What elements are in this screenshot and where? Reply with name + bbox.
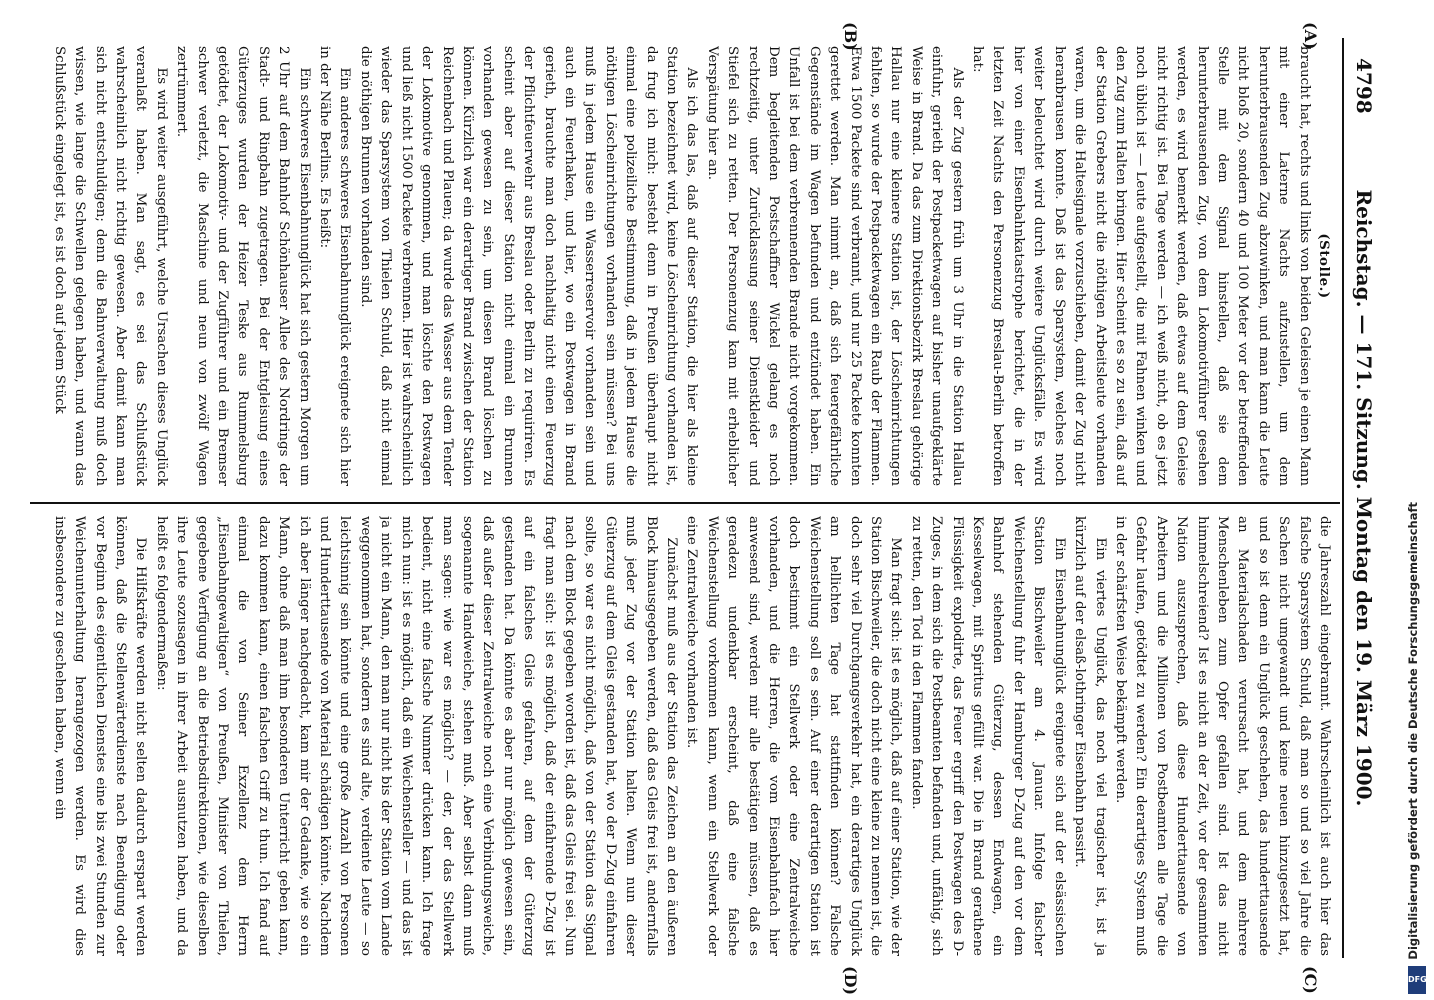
margin-marker-c: (C): [1301, 966, 1320, 994]
column-rule: [30, 502, 1340, 504]
page-header: [1346, 38, 1380, 958]
right-column: [30, 516, 1334, 956]
margin-marker-b: (B): [841, 22, 860, 51]
quote-paragraph: Die Hilfskräfte werden nicht selten dadurch erspart werden können, daß die Stellenwärterdienste nach Beendigung oder vor Beginn des eigentlichen Dienstes eine bis zwei Stunden zur Weichenunterhaltung herangezogen werden. Es wird dies insbesondere zu geschehen haben, wenn ein: [51, 516, 149, 956]
digitization-footer: [1400, 0, 1434, 1000]
paragraph: Es wird weiter ausgeführt, welche Ursachen dieses Unglück veranlaßt haben. Man sagt, es sei das Schlußstück wahrscheinlich nicht richtig gewesen. Aber damit kann man sich nicht entschuldigen; denn die Bahnverwaltung muß doch wissen, wie lange die Schwellen gelegen haben, und wann das Schlußstück eingelegt ist, es ist doch auf jedem Stück: [51, 46, 169, 486]
quote-paragraph: Ein schweres Eisenbahnunglück hat sich gestern Morgen um 2 Uhr auf dem Bahnhof Schönhauser Allee des Nordrings der Stadt- und Ringbahn zugetragen. Bei der Entgleisung eines Güterzuges wurden der Heizer Teske aus Rummelsburg getödtet, der Lokomotiv- und der Zugführer und ein Bremser schwer verletzt, die Maschine und neun von zwölf Wagen zertrümmert.: [174, 46, 312, 486]
header-rule: [1342, 38, 1344, 958]
paragraph: braucht hat, rechts und links von beiden Geleisen je einen Mann mit einer Laterne Nachts aufzustellen, um dem herunterbrausenden Zug abzuwinken, und man kann die Leute nicht bloß 20, sondern 40 und 100 Meter vor der betreffenden Stelle mit dem Signal hinstellen, daß sie dem herunterbrausenden Zug, von dem Lokomotivführer gesehen werden, es wird bemerkt werden, daß etwas auf dem Geleise nicht richtig ist. Bei Tage werden — ich weiß nicht, ob es jetzt noch üblich ist — Leute aufgestellt, die mit Fahnen winken und den Zug zum Halten bringen. Hier scheint es so zu sein, daß auf der Station Grebers nicht die nöthigen Arbeitsleute vorhanden waren, um die Haltesignale vorzuschieben, damit der Zug nicht heranbrausen konnte. Daß ist das Sparsystem, welches noch weiter beleuchtet wird durch weitere Unglücksfälle. Es wird hier von einer Eisenbahnkatastrophe berichtet, die in der letzten Zeit Nachts den Personenzug Breslau-Berlin betroffen hat:: [970, 46, 1312, 486]
left-column: [30, 46, 1334, 486]
document-page: [10, 18, 1390, 996]
paragraph: die Jahreszahl eingebrannt. Wahrscheinlich ist auch hier das falsche Sparsystem Schuld, daß man so und so viel Jahre die Sachen nicht umgewandt und keine neuen hinzugesetzt hat, und so ist denn ein Unglück geschehen, das hunderttausende an Materialschaden verursacht hat, und dem mehrere Menschenleben zum Opfer gefallen sind. Ist das nicht himmelschreiend? Ist es nicht an der Zeit, vor der gesammten Nation auszusprechen, daß diese Hunderttausende von Arbeitern und die Millionen von Postbeamten alle Tage die Gefahr laufen, getödtet zu werden? Ein derartiges System muß in der schärfsten Weise bekämpft werden.: [1112, 516, 1332, 956]
page-number: 4798: [1352, 58, 1376, 114]
paragraph: Zunächst muß aus der Station das Zeichen an den äußeren Block hinausgegeben werden, daß das Gleis frei ist, andernfalls muß jeder Zug vor der Station halten. Wenn nun dieser Güterzug auf dem Gleis gestanden hat, wo der D-Zug einfahren sollte, so war es nicht möglich, daß von der Station das Signal nach dem Block gegeben worden ist, daß das Gleis frei sei. Nun fragt man sich: ist es möglich, daß der einfahrende D-Zug ist auf ein falsches Gleis gefahren, auf dem der Güterzug gestanden hat. Da könnte es aber nur möglich gewesen sein, daß außer dieser Zentralweiche noch eine Verbindungsweiche, sogenannte Handweiche, stehen muß. Aber selbst dann muß man sagen: wie war es möglich? — der, der das Stellwerk bedient, nicht eine falsche Nummer drücken kann. Ich frage mich nun: ist es möglich, daß ein Weichensteller — und das ist ja nicht ein Mann, den man nur nicht bis der Station vom Lande weggenommen hat, sondern es sind alte, verdiente Leute — so leichtsinnig sein könnte und eine große Anzahl von Personen und Hunderttausende von Material schädigen könnte. Nachdem ich aber länger nachgedacht, kam mir der Gedanke, wie so ein Mann, ohne daß man ihm besonderen Unterricht geben kann, dazu kommen kann, einen falschen Griff zu thun. Ich fand auf einmal die von Seiner Exzellenz dem Herrn „Eisenbahngewaltigen“ von Preußen, Minister von Thielen, gegebene Verfügung an die Betriebsdirektionen, wie dieselben ihre Leute sozusagen in ihrer Arbeit ausnutzen haben, und da heißt es folgendermaßen:: [153, 516, 679, 956]
paragraph: Ein anderes schweres Eisenbahnunglück ereignete sich hier in der Nähe Berlins. Es heißt:: [317, 46, 353, 486]
margin-marker-a: (A): [1301, 22, 1320, 50]
paragraph: Man fragt sich: ist es möglich, daß auf einer Station, wie der Station Bischweiler, die doch nicht eine kleine zu nennen ist, die doch sehr viel Durchgangsverkehr hat, ein derartiges Unglück am hellichten Tage hat stattfinden können? Falsche Weichenstellung soll es sein. Auf einer derartigen Station ist doch bestimmt ein Stellwerk oder eine Zentralweiche vorhanden, und die Herren, die vom Eisenbahnfach hier anwesend sind, werden mir alle bestätigen müssen, daß es geradezu undenkbar erscheint, daß eine falsche Weichenstellung vorkommen kann, wenn ein Stellwerk oder eine Zentralweiche vorhanden ist.: [684, 516, 904, 956]
paragraph: Als ich das las, daß auf dieser Station, die hier als kleine Station bezeichnet wird, keine Löscheinrichtung vorhanden ist, da frug ich mich: besteht denn in Preußen überhaupt nicht einmal eine polizeiliche Bestimmung, daß in jedem Hause die nöthigen Löscheinrichtungen vorhanden sein müssen? Bei uns muß in jedem Hause ein Wasserreservoir vorhanden sein und auch ein Feuerhaken, und hier, wo ein Postwagen in Brand gerieth, brauchte man doch nachhaltig nicht einen Feuerzug der Pflichtfeuerwehr aus Breslau oder Berlin zu requiriren. Es scheint aber auf dieser Station nicht einmal ein Brunnen vorhanden gewesen zu sein, um diesen Brand löschen zu können. Kürzlich war ein derartiger Brand zwischen der Station Reichenbach und Plauen; da wurde das Wasser aus dem Tender der Lokomotive genommen, und man löschte den Postwagen und ließ nicht 1500 Packete verbrennen. Hier ist wahrscheinlich wieder das Sparsystem von Thielen Schuld, daß nicht einmal die nöthigen Brunnen vorhanden sind.: [357, 46, 700, 486]
page-title: Reichstag. — 171. Sitzung. Montag den 19. März 1900.: [1352, 189, 1376, 807]
quote-paragraph: Als der Zug gestern früh um 3 Uhr in die Station Hallau einfuhr, gerieth der Postpacketwagen auf bisher unaufgeklärte Weise in Brand. Da das zum Direktionsbezirk Breslau gehörige Hallau nur eine kleinere Station ist, der Löscheinrichtungen fehlten, so wurde der Postpacketwagen ein Raub der Flammen. Etwa 1500 Packete sind verbrannt, und nur 25 Packete konnten gerettet werden. Man nimmt an, daß sich feuergefährliche Gegenstände im Wagen befunden und entzündet haben. Ein Unfall ist bei dem verbrennenden Brande nicht vorgekommen. Dem begleitenden Postschaffner Wickel gelang es noch rechtzeitig, unter Zurücklassung seiner Dienstkleider und Stiefel sich zu retten. Der Personenzug kam mit erheblicher Verspätung hier an.: [704, 46, 965, 486]
speaker-name: (Stolle.): [1316, 233, 1332, 299]
quote-paragraph: Ein Eisenbahnunglück ereignete sich auf der elsässischen Station Bischweiler am 4. Januar. Infolge falscher Weichenstellung fuhr der Hamburger D-Zug auf den vor dem Bahnhof stehenden Güterzug, dessen Endwagen, ein Kesselwagen, mit Spiritus gefüllt war. Die in Brand gerathene Flüssigkeit explodirte, das Feuer ergriff den Postwagen des D-Zuges, in dem sich die Postbeamten befanden und, unfähig, sich zu retten, den Tod in den Flammen fanden.: [908, 516, 1067, 956]
digitization-credit: Digitalisierung gefördert durch die Deutsche Forschungsgemeinschaft: [1406, 502, 1420, 960]
margin-marker-d: (D): [841, 966, 860, 996]
dfg-logo: DFG: [1408, 966, 1426, 994]
paragraph: Ein viertes Unglück, das noch viel tragischer ist, ist ja kürzlich auf der elsaß-lothringer Eisenbahn passirt.: [1072, 516, 1108, 956]
